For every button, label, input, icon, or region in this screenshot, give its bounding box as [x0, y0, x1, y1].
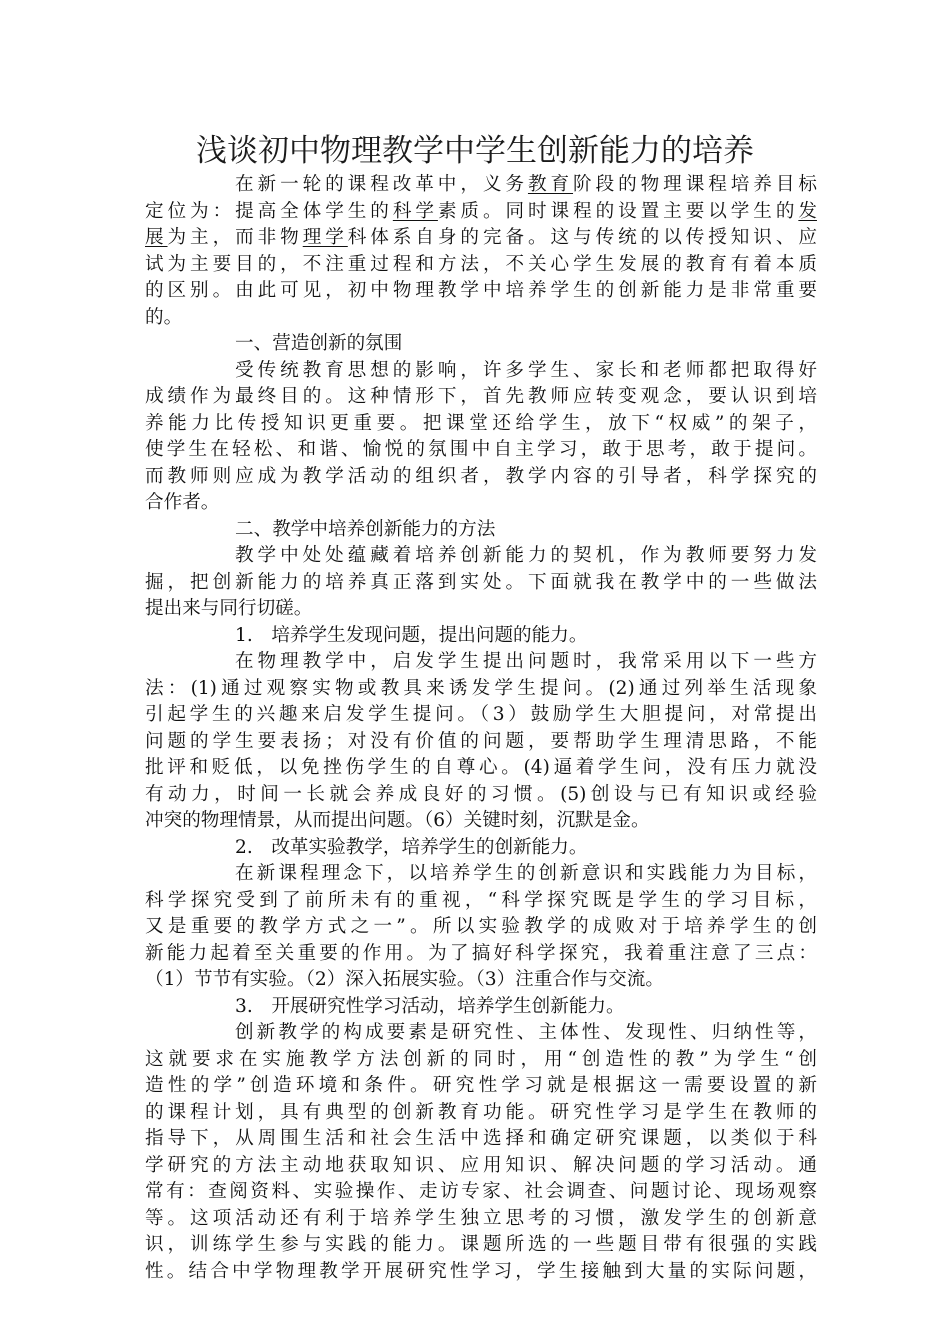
- text-line: [145, 914, 817, 941]
- text-segment: 在新一轮的课程改革中，义务: [235, 174, 528, 195]
- text-line: [145, 1126, 817, 1153]
- text-segment: 的区别。由此可见，初中物理教学中培养学生的创新能力是非常重要: [145, 280, 817, 301]
- underlined-term: 展: [145, 227, 168, 248]
- document-title: 浅谈初中物理教学中学生创新能力的培养: [196, 133, 754, 169]
- text-segment: 在新课程理念下，以培养学生的创新意识和实践能力为目标，: [235, 863, 817, 884]
- text-line: [145, 1153, 817, 1180]
- text-segment: 一、营造创新的氛围: [235, 333, 403, 354]
- text-segment: 的。: [145, 306, 183, 328]
- text-segment: 为主，而非物: [167, 227, 303, 248]
- text-line: [145, 702, 817, 729]
- text-segment: 定位为：提高全体学生的: [145, 200, 393, 222]
- text-line: [145, 1047, 817, 1074]
- text-line: [145, 225, 817, 252]
- text-segment: 指导下，从周围生活和社会生活中选择和确定研究课题，以类似于科: [145, 1128, 817, 1149]
- text-line: [145, 729, 817, 756]
- text-line: [145, 252, 817, 279]
- text-segment: 批评和贬低，以免挫伤学生的自尊心。(4)逼着学生问，没有压力就没: [145, 757, 817, 778]
- text-segment: 合作者。: [145, 492, 220, 513]
- text-line: [145, 1232, 817, 1259]
- underlined-term: 理学: [302, 227, 348, 248]
- underlined-term: 教育: [527, 174, 574, 195]
- text-segment: 提出来与同行切磋。: [145, 598, 313, 619]
- text-segment: 有动力，时间一长就会养成良好的习惯。(5)创设与已有知识或经验: [145, 783, 817, 805]
- document-body: [145, 172, 817, 1285]
- text-segment: 等。这项活动还有利于培养学生独立思考的习惯，激发学生的创新意: [145, 1207, 817, 1229]
- text-line: [145, 358, 817, 385]
- text-segment: 在物理教学中，启发学生提出问题时，我常采用以下一些方: [235, 651, 817, 672]
- text-segment: 新能力起着至关重要的作用。为了搞好科学探究，我着重注意了三点：: [145, 942, 817, 964]
- text-line: [145, 331, 817, 358]
- text-line: [145, 941, 817, 968]
- text-segment: 法：(1)通过观察实物或教具来诱发学生提问。(2)通过列举生活现象: [145, 677, 817, 699]
- text-line: [145, 517, 817, 544]
- text-line: [145, 199, 817, 226]
- text-line: [145, 835, 817, 862]
- text-segment: 成绩作为最终目的。这种情形下，首先教师应转变观念，要认识到培: [145, 386, 817, 407]
- text-line: [145, 490, 817, 517]
- text-segment: 二、教学中培养创新能力的方法: [235, 518, 496, 540]
- text-segment: 使学生在轻松、和谐、愉悦的氛围中自主学习，敢于思考，敢于提问。: [145, 439, 817, 460]
- text-segment: 这就要求在实施教学方法创新的同时，用“创造性的教”为学生“创: [145, 1048, 817, 1070]
- text-segment: 常有：查阅资料、实验操作、走访专家、社会调查、问题讨论、现场观察: [145, 1181, 817, 1202]
- text-segment: 教学中处处蕴藏着培养创新能力的契机，作为教师要努力发: [235, 545, 817, 566]
- text-segment: 而教师则应成为教学活动的组织者，教学内容的引导者，科学探究的: [145, 465, 817, 487]
- text-line: [145, 278, 817, 305]
- text-line: [145, 888, 817, 915]
- text-segment: 受传统教育思想的影响，许多学生、家长和老师都把取得好: [235, 359, 817, 381]
- text-segment: 掘，把创新能力的培养真正落到实处。下面就我在教学中的一些做法: [145, 571, 817, 593]
- text-segment: 科体系自身的完备。这与传统的以传授知识、应: [347, 227, 817, 248]
- text-line: [145, 1259, 817, 1286]
- text-segment: （1）节节有实验。（2）深入拓展实验。（3）注重合作与交流。: [145, 969, 664, 990]
- text-line: [145, 437, 817, 464]
- text-segment: 识，训练学生参与实践的能力。课题所选的一些题目带有很强的实践: [145, 1234, 817, 1255]
- text-segment: 冲突的物理情景，从而提出问题。（6）关键时刻，沉默是金。: [145, 810, 650, 831]
- text-segment: 学研究的方法主动地获取知识、应用知识、解决问题的学习活动。通: [145, 1154, 817, 1176]
- text-line: [145, 623, 817, 650]
- text-segment: 问题的学生要表扬；对没有价值的问题，要帮助学生理清思路，不能: [145, 730, 817, 752]
- text-line: [145, 1020, 817, 1047]
- text-line: [145, 1073, 817, 1100]
- text-line: [145, 384, 817, 411]
- text-segment: 养能力比传授知识更重要。把课堂还给学生，放下“权威”的架子，: [145, 412, 817, 434]
- text-segment: 科学探究受到了前所未有的重视，“科学探究既是学生的学习目标，: [145, 889, 817, 911]
- text-line: [145, 305, 817, 332]
- text-segment: 1. 培养学生发现问题，提出问题的能力。: [235, 624, 588, 646]
- text-line: [145, 1179, 817, 1206]
- text-line: [145, 596, 817, 623]
- text-line: [145, 570, 817, 597]
- underlined-term: 发: [798, 200, 817, 222]
- text-segment: 的课程计划，具有典型的创新教育功能。研究性学习是学生在教师的: [145, 1101, 817, 1123]
- text-segment: 阶段的物理课程培养目标: [573, 174, 817, 195]
- text-line: [145, 649, 817, 676]
- text-segment: 性。结合中学物理教学开展研究性学习，学生接触到大量的实际问题，: [145, 1260, 817, 1282]
- text-segment: 又是重要的教学方式之一”。所以实验教学的成败对于培养学生的创: [145, 916, 817, 937]
- text-segment: 素质。同时课程的设置主要以学生的: [437, 200, 799, 222]
- text-line: [145, 1206, 817, 1233]
- text-segment: 2. 改革实验教学，培养学生的创新能力。: [235, 836, 588, 858]
- text-line: [145, 411, 817, 438]
- text-line: [145, 543, 817, 570]
- text-line: [145, 755, 817, 782]
- text-segment: 引起学生的兴趣来启发学生提问。（3）鼓励学生大胆提问，对常提出: [145, 704, 817, 725]
- text-line: [145, 676, 817, 703]
- text-line: [145, 861, 817, 888]
- text-segment: 造性的学”创造环境和条件。研究性学习就是根据这一需要设置的新: [145, 1075, 817, 1096]
- text-segment: 创新教学的构成要素是研究性、主体性、发现性、归纳性等，: [235, 1022, 817, 1043]
- text-line: [145, 464, 817, 491]
- text-line: [145, 782, 817, 809]
- underlined-term: 科学: [392, 200, 438, 222]
- text-line: [145, 808, 817, 835]
- text-segment: 试为主要目的，不注重过程和方法，不关心学生发展的教育有着本质: [145, 253, 817, 275]
- text-line: [145, 967, 817, 994]
- text-line: [145, 994, 817, 1021]
- text-line: [145, 1100, 817, 1127]
- text-segment: 3. 开展研究性学习活动，培养学生创新能力。: [235, 995, 625, 1017]
- text-line: [145, 172, 817, 199]
